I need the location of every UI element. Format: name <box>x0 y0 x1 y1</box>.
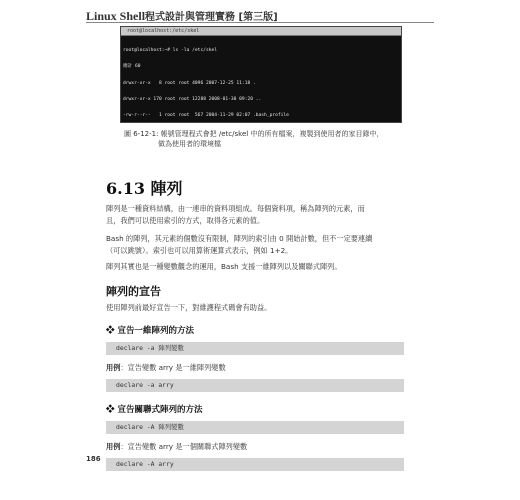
header-rule <box>86 22 434 23</box>
example-1 <box>106 363 226 373</box>
terminal-line: -rw-r--r-- 1 root root 567 2004-11-29 02:07 .bash_profile <box>123 113 289 119</box>
terminal-line: drwxr-xr-x 8 root root 4096 2007-12-25 11:18 . <box>123 80 256 86</box>
code-block-3: declare -A 陣列變數 <box>106 421 404 434</box>
terminal-line: root@localhost:~# ls -la /etc/skel <box>123 47 218 53</box>
example-1-label: 用例 <box>106 363 121 372</box>
caption-line-1: 圖 6-12-1: 帳號管理程式會把 /etc/skel 中的所有檔案，複製到使用者的家目錄中， <box>124 130 384 138</box>
section-title: 6.13 陣列 <box>106 179 183 198</box>
terminal-title-bar: root@localhost:/etc/skel <box>121 27 401 36</box>
paragraph-3: 陣列其實也是一種變數觀念的運用，Bash 支援一維陣列以及關聯式陣列。 <box>106 262 342 271</box>
subsection-intro: 使用陣列前最好宣告一下，對維護程式碼會有助益。 <box>106 303 272 312</box>
code-block-2: declare -a arry <box>106 379 404 392</box>
terminal-line: drwxr-xr-x 170 root root 12288 2008-01-30 09:20 .. <box>123 96 262 102</box>
example-1-text: ：宣告變數 arry 是一維陣列變數 <box>120 363 226 372</box>
subsection-title: 陣列的宣告 <box>106 285 161 298</box>
terminal-output <box>121 36 401 123</box>
example-2-text: ：宣告變數 arry 是一個關聯式陣列變數 <box>120 442 248 451</box>
paragraph-2-line-1: Bash 的陣列，其元素的個數沒有限制，陣列的索引由 0 開始計數，但不一定要連續 <box>106 234 373 243</box>
heading-indexed-array: ❖ 宣告一維陣列的方法 <box>106 326 194 336</box>
terminal-screenshot <box>120 26 402 123</box>
code-block-1: declare -a 陣列變數 <box>106 342 404 355</box>
figure-caption <box>124 129 424 149</box>
header-title-bold: Linux Shell <box>86 9 146 23</box>
caption-line-2: 做為使用者的環境檔 <box>158 140 221 148</box>
paragraph-1-line-1: 陣列是一種資料結構，由一連串的資料項組成。每個資料項，稱為陣列的元素，而 <box>106 204 365 213</box>
page-number: 186 <box>86 455 101 463</box>
header-title-rest: 程式設計與管理實務 [第三版] <box>145 12 278 23</box>
paragraph-1 <box>106 203 416 227</box>
example-2-label: 用例 <box>106 442 121 451</box>
code-block-4: declare -A arry <box>106 458 404 471</box>
paragraph-2-line-2: （可以跳號）。索引也可以用算術運算式表示，例如 1+2。 <box>106 246 293 255</box>
heading-assoc-array: ❖ 宣告關聯式陣列的方法 <box>106 405 203 415</box>
terminal-line: 總計 60 <box>123 64 141 70</box>
paragraph-1-line-2: 且，我們可以使用索引的方式，取得各元素的值。 <box>106 216 265 225</box>
example-2 <box>106 442 247 452</box>
paragraph-2 <box>106 233 416 257</box>
